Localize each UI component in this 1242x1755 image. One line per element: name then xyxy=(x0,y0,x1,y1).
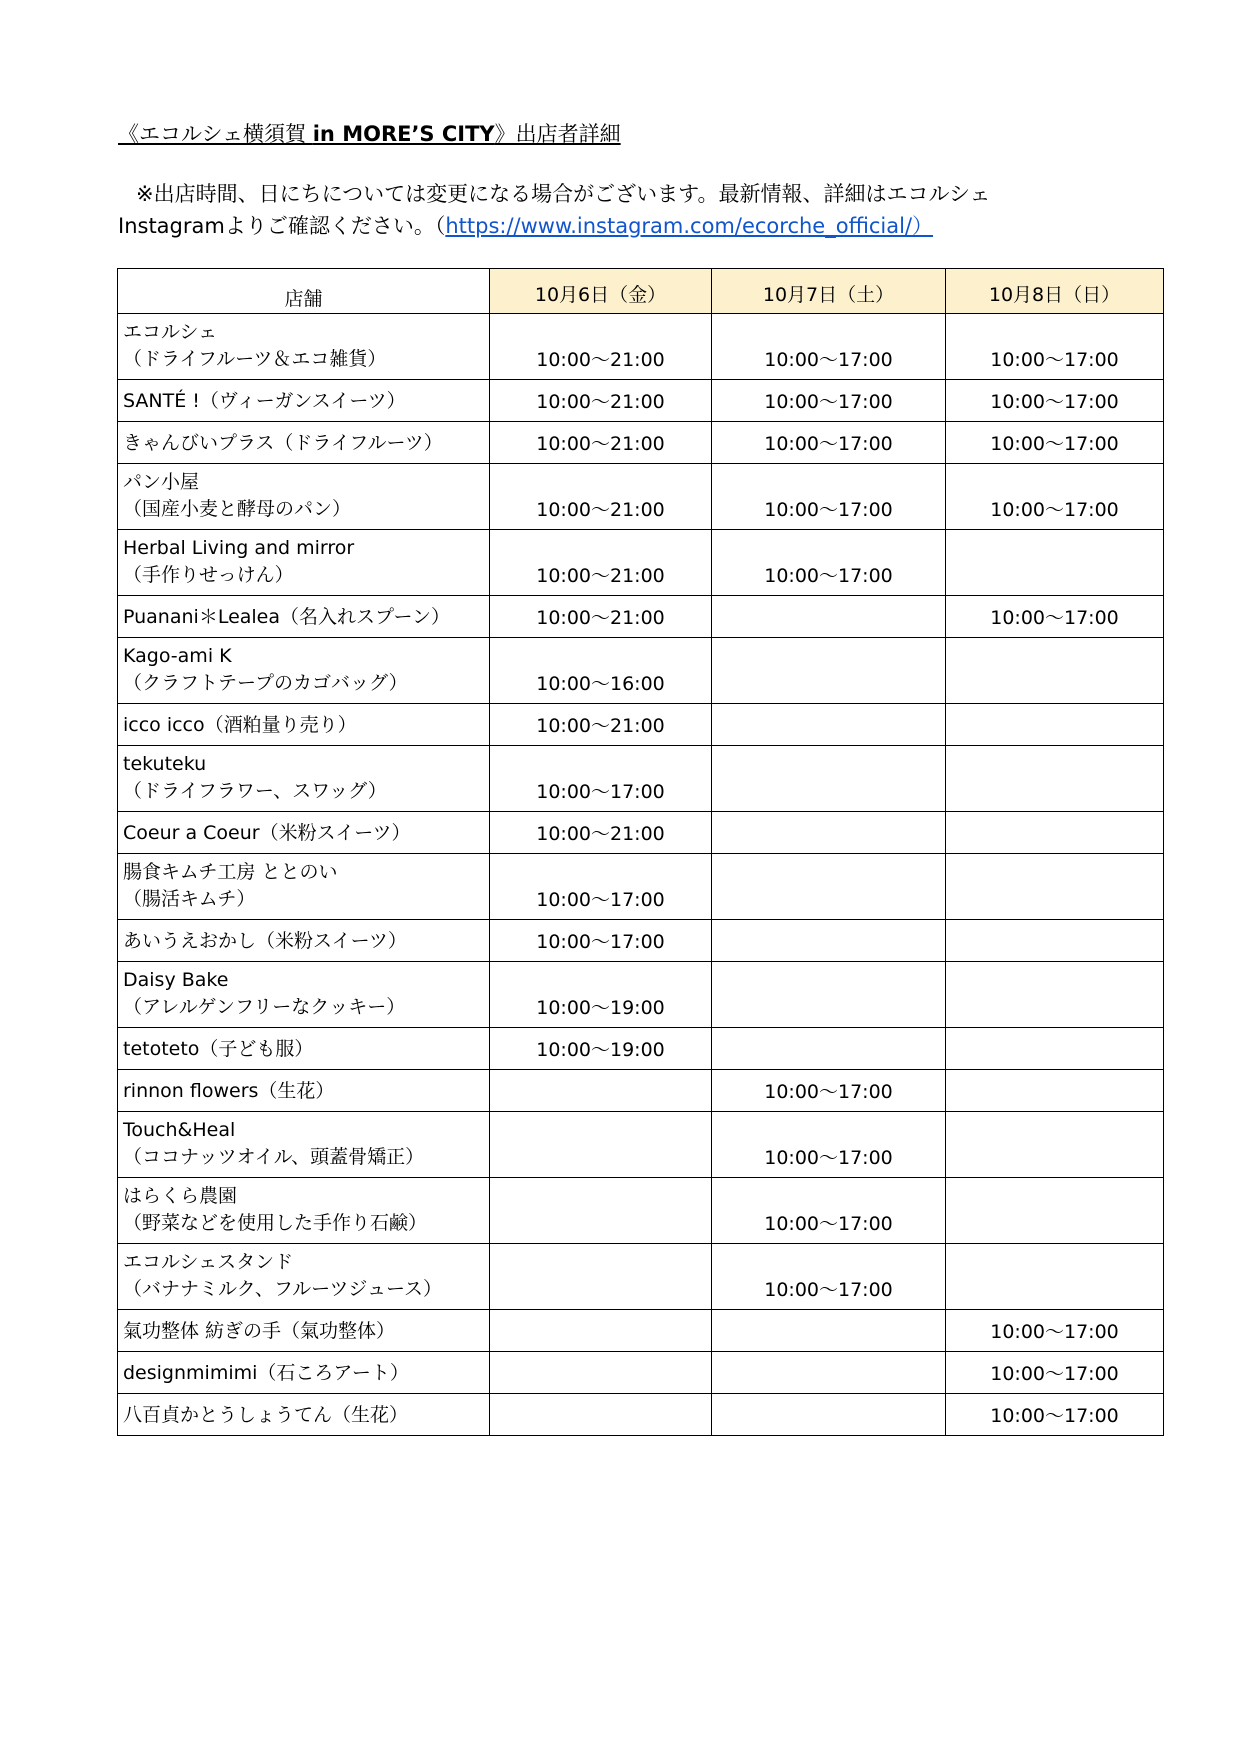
time-cell-day-2 xyxy=(712,746,946,812)
time-cell-day-2 xyxy=(712,596,946,638)
time-cell-day-1: 10:00〜21:00 xyxy=(490,314,712,380)
time-cell-day-1: 10:00〜21:00 xyxy=(490,704,712,746)
shop-cell xyxy=(118,920,490,962)
time-cell-day-1: 10:00〜17:00 xyxy=(490,854,712,920)
shop-name: あいうえおかし（米粉スイーツ） xyxy=(123,930,407,952)
time-cell-day-3 xyxy=(946,1178,1164,1244)
shop-cell xyxy=(118,1178,490,1244)
time-cell-day-2: 10:00〜17:00 xyxy=(712,530,946,596)
time-cell-day-3: 10:00〜17:00 xyxy=(946,380,1164,422)
time-cell-day-3 xyxy=(946,1070,1164,1112)
time-cell-day-3 xyxy=(946,854,1164,920)
shop-category: （ドライフルーツ＆エコ雑貨） xyxy=(123,348,387,370)
time-cell-day-1 xyxy=(490,1352,712,1394)
shop-cell xyxy=(118,1112,490,1178)
time-cell-day-1: 10:00〜19:00 xyxy=(490,1028,712,1070)
time-cell-day-3 xyxy=(946,962,1164,1028)
time-cell-day-2 xyxy=(712,704,946,746)
shop-name: Kago-ami K xyxy=(123,645,232,667)
time-cell-day-2 xyxy=(712,1352,946,1394)
shop-name: Herbal Living and mirror xyxy=(123,537,355,559)
shop-category: （アレルゲンフリーなクッキー） xyxy=(123,996,406,1018)
table-row xyxy=(118,704,1164,746)
shop-category: （手作りせっけん） xyxy=(123,564,294,586)
shop-category: （国産小麦と酵母のパン） xyxy=(123,498,352,520)
shop-name: エコルシェ xyxy=(123,321,218,343)
title-suffix: 》出店者詳細 xyxy=(494,122,621,146)
time-cell-day-3: 10:00〜17:00 xyxy=(946,464,1164,530)
time-cell-day-1: 10:00〜21:00 xyxy=(490,422,712,464)
time-cell-day-3 xyxy=(946,746,1164,812)
table-row xyxy=(118,380,1164,422)
time-cell-day-1: 10:00〜16:00 xyxy=(490,638,712,704)
time-cell-day-3: 10:00〜17:00 xyxy=(946,1394,1164,1436)
shop-category: （クラフトテープのカゴバッグ） xyxy=(123,672,408,694)
table-row xyxy=(118,1352,1164,1394)
table-row xyxy=(118,530,1164,596)
table-row xyxy=(118,1070,1164,1112)
table-row xyxy=(118,1112,1164,1178)
shop-name: rinnon flowers（生花） xyxy=(123,1080,335,1102)
page-title xyxy=(118,118,621,148)
shop-category: （野菜などを使用した手作り石鹸） xyxy=(123,1212,428,1234)
title-bold: in MORE’S CITY xyxy=(312,122,495,146)
table-row xyxy=(118,1310,1164,1352)
time-cell-day-3 xyxy=(946,704,1164,746)
time-cell-day-3 xyxy=(946,1112,1164,1178)
table-row xyxy=(118,962,1164,1028)
time-cell-day-1: 10:00〜21:00 xyxy=(490,464,712,530)
shop-category: （ココナッツオイル、頭蓋骨矯正） xyxy=(123,1146,425,1168)
shop-name: SANTÉ !（ヴィーガンスイーツ） xyxy=(123,390,406,412)
shop-cell xyxy=(118,1070,490,1112)
shop-cell xyxy=(118,1394,490,1436)
time-cell-day-1: 10:00〜19:00 xyxy=(490,962,712,1028)
shop-category: （ドライフラワー、スワッグ） xyxy=(123,780,387,802)
time-cell-day-2: 10:00〜17:00 xyxy=(712,380,946,422)
notice-line-1: ※出店時間、日にちについては変更になる場合がございます。最新情報、詳細はエコルシェ xyxy=(136,182,991,206)
table-row xyxy=(118,1244,1164,1310)
shop-cell xyxy=(118,1028,490,1070)
table-row xyxy=(118,812,1164,854)
notice-line-2-text: Instagramよりご確認ください。（ xyxy=(118,214,446,238)
header-shop: 店舗 xyxy=(118,269,490,314)
time-cell-day-1 xyxy=(490,1178,712,1244)
time-cell-day-2 xyxy=(712,854,946,920)
time-cell-day-2: 10:00〜17:00 xyxy=(712,1112,946,1178)
header-date-2: 10月7日（土） xyxy=(712,269,946,314)
time-cell-day-2: 10:00〜17:00 xyxy=(712,464,946,530)
time-cell-day-2 xyxy=(712,1394,946,1436)
time-cell-day-3: 10:00〜17:00 xyxy=(946,422,1164,464)
shop-name: 八百貞かとうしょうてん（生花） xyxy=(123,1404,409,1426)
shop-name: designmimimi（石ころアート） xyxy=(123,1362,409,1384)
time-cell-day-1: 10:00〜17:00 xyxy=(490,920,712,962)
shop-name: はらくら農園 xyxy=(123,1185,238,1207)
time-cell-day-3 xyxy=(946,530,1164,596)
notice-text xyxy=(118,178,1178,242)
time-cell-day-2: 10:00〜17:00 xyxy=(712,314,946,380)
time-cell-day-2: 10:00〜17:00 xyxy=(712,1178,946,1244)
title-prefix: 《エコルシェ横須賀 xyxy=(118,122,313,146)
time-cell-day-3 xyxy=(946,920,1164,962)
time-cell-day-1 xyxy=(490,1112,712,1178)
shop-cell xyxy=(118,638,490,704)
time-cell-day-1 xyxy=(490,1310,712,1352)
time-cell-day-3: 10:00〜17:00 xyxy=(946,1352,1164,1394)
shop-name: Touch&Heal xyxy=(123,1119,236,1141)
shop-category: （バナナミルク、フルーツジュース） xyxy=(123,1278,443,1300)
table-row xyxy=(118,746,1164,812)
shop-name: tetoteto（子ども服） xyxy=(123,1038,314,1060)
instagram-link[interactable]: https://www.instagram.com/ecorche_official/） xyxy=(445,214,934,238)
notice-line-2 xyxy=(118,210,1178,242)
shop-name: 腸食キムチ工房 ととのい xyxy=(123,861,338,883)
table-header-row xyxy=(118,269,1164,314)
shop-cell xyxy=(118,1352,490,1394)
time-cell-day-2 xyxy=(712,1310,946,1352)
shop-cell xyxy=(118,812,490,854)
time-cell-day-3: 10:00〜17:00 xyxy=(946,314,1164,380)
table-row xyxy=(118,1394,1164,1436)
shop-cell xyxy=(118,596,490,638)
shop-name: Daisy Bake xyxy=(123,969,229,991)
table-row xyxy=(118,920,1164,962)
time-cell-day-1: 10:00〜21:00 xyxy=(490,596,712,638)
time-cell-day-2 xyxy=(712,962,946,1028)
shop-cell xyxy=(118,314,490,380)
shop-category: （腸活キムチ） xyxy=(123,888,256,910)
table-row xyxy=(118,638,1164,704)
time-cell-day-2 xyxy=(712,812,946,854)
shop-name: Puanani＊Lealea（名入れスプーン） xyxy=(123,606,451,628)
time-cell-day-2 xyxy=(712,1028,946,1070)
shop-name: Coeur a Coeur（米粉スイーツ） xyxy=(123,822,411,844)
time-cell-day-3: 10:00〜17:00 xyxy=(946,596,1164,638)
shop-name: きゃんびいプラス（ドライフルーツ） xyxy=(123,432,443,454)
table-row xyxy=(118,1178,1164,1244)
header-date-3: 10月8日（日） xyxy=(946,269,1164,314)
time-cell-day-3 xyxy=(946,638,1164,704)
shop-cell xyxy=(118,1244,490,1310)
shop-cell xyxy=(118,422,490,464)
shop-cell xyxy=(118,530,490,596)
schedule-table xyxy=(117,268,1164,1436)
time-cell-day-1: 10:00〜21:00 xyxy=(490,530,712,596)
shop-cell xyxy=(118,962,490,1028)
time-cell-day-2 xyxy=(712,920,946,962)
time-cell-day-1 xyxy=(490,1244,712,1310)
table-row xyxy=(118,1028,1164,1070)
table-row xyxy=(118,596,1164,638)
table-row xyxy=(118,314,1164,380)
shop-cell xyxy=(118,380,490,422)
time-cell-day-2: 10:00〜17:00 xyxy=(712,422,946,464)
shop-cell xyxy=(118,1310,490,1352)
table-row xyxy=(118,854,1164,920)
shop-cell xyxy=(118,746,490,812)
time-cell-day-1: 10:00〜17:00 xyxy=(490,746,712,812)
time-cell-day-3 xyxy=(946,812,1164,854)
shop-cell xyxy=(118,854,490,920)
shop-cell xyxy=(118,464,490,530)
time-cell-day-1 xyxy=(490,1070,712,1112)
time-cell-day-3: 10:00〜17:00 xyxy=(946,1310,1164,1352)
time-cell-day-2: 10:00〜17:00 xyxy=(712,1244,946,1310)
time-cell-day-1 xyxy=(490,1394,712,1436)
time-cell-day-3 xyxy=(946,1028,1164,1070)
shop-name: エコルシェスタンド xyxy=(123,1251,294,1273)
shop-cell xyxy=(118,704,490,746)
time-cell-day-3 xyxy=(946,1244,1164,1310)
time-cell-day-1: 10:00〜21:00 xyxy=(490,812,712,854)
time-cell-day-1: 10:00〜21:00 xyxy=(490,380,712,422)
shop-name: icco icco（酒粕量り売り） xyxy=(123,714,357,736)
shop-name: 氣功整体 紡ぎの手（氣功整体） xyxy=(123,1320,396,1342)
table-row xyxy=(118,464,1164,530)
time-cell-day-2 xyxy=(712,638,946,704)
shop-name: tekuteku xyxy=(123,753,207,775)
header-date-1: 10月6日（金） xyxy=(490,269,712,314)
table-row xyxy=(118,422,1164,464)
time-cell-day-2: 10:00〜17:00 xyxy=(712,1070,946,1112)
shop-name: パン小屋 xyxy=(123,471,200,493)
